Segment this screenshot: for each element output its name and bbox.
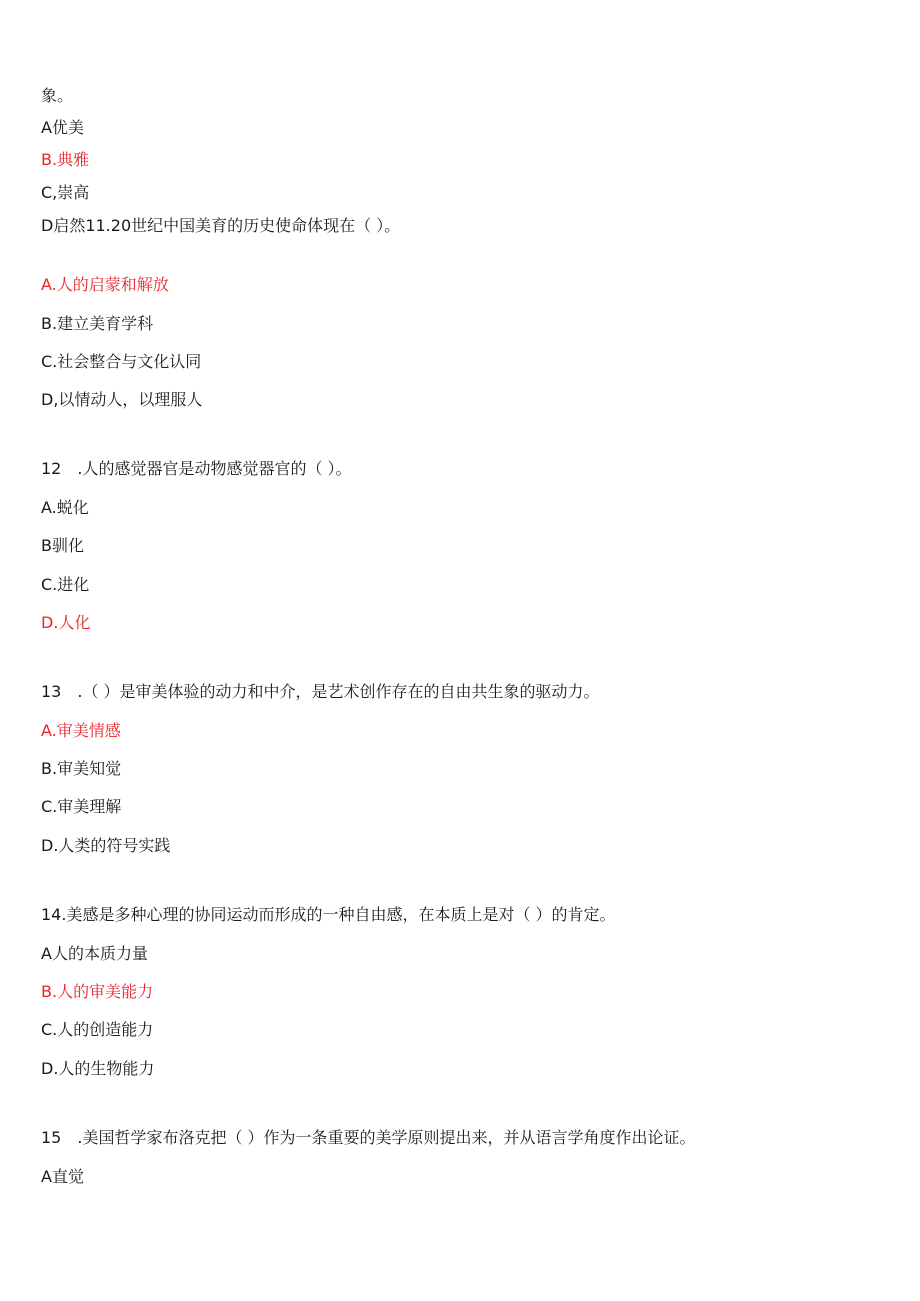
question-10-tail: 象。 <box>41 86 74 105</box>
option-15-a: A直觉 <box>41 1167 84 1186</box>
option-11-d: D,以情动人，以理服人 <box>41 390 203 409</box>
option-14-a: A人的本质力量 <box>41 944 148 963</box>
question-15-text: 15 .美国哲学家布洛克把（ ）作为一条重要的美学原则提出来，并从语言学角度作出论证。 <box>41 1128 696 1147</box>
option-10-b-correct: B.典雅 <box>41 150 90 169</box>
question-13-text: 13 .（ ）是审美体验的动力和中介，是艺术创作存在的自由共生象的驱动力。 <box>41 682 600 701</box>
option-11-c: C.社会整合与文化认同 <box>41 352 202 371</box>
option-14-d: D.人的生物能力 <box>41 1059 155 1078</box>
question-11-text: D启然11.20世纪中国美育的历史使命体现在（ ）。 <box>41 216 401 235</box>
option-11-b: B.建立美育学科 <box>41 314 154 333</box>
option-14-c: C.人的创造能力 <box>41 1020 154 1039</box>
option-10-a: A优美 <box>41 118 84 137</box>
option-12-c: C.进化 <box>41 575 90 594</box>
question-14-text: 14.美感是多种心理的协同运动而形成的一种自由感，在本质上是对（ ）的肯定。 <box>41 905 616 924</box>
option-14-b-correct: B.人的审美能力 <box>41 982 154 1001</box>
question-12-text: 12 .人的感觉器官是动物感觉器官的（ ）。 <box>41 459 352 478</box>
option-13-c: C.审美理解 <box>41 797 122 816</box>
option-13-b: B.审美知觉 <box>41 759 122 778</box>
option-13-a-correct: A.审美情感 <box>41 721 121 740</box>
option-10-c: C,崇高 <box>41 183 90 202</box>
option-12-b: B驯化 <box>41 536 84 555</box>
option-12-a: A.蜕化 <box>41 498 89 517</box>
option-12-d-correct: D.人化 <box>41 613 91 632</box>
option-11-a-correct: A.人的启蒙和解放 <box>41 275 169 294</box>
option-13-d: D.人类的符号实践 <box>41 836 171 855</box>
